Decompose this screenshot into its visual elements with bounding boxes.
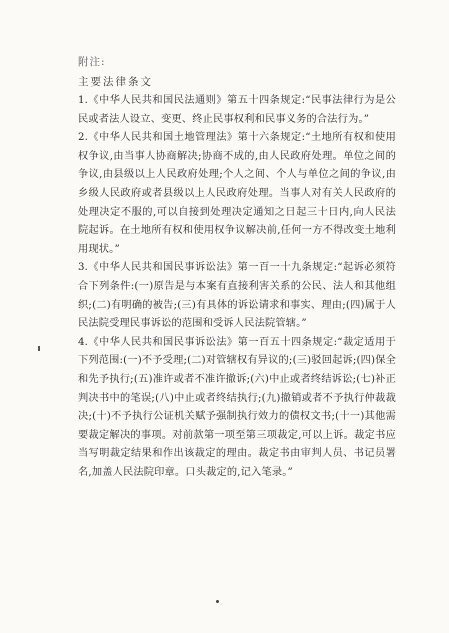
section-heading: 主要法律条文 [78, 76, 153, 88]
margin-mark [38, 346, 40, 351]
article-2: 2.《中华人民共和国土地管理法》第十六条规定:“土地所有权和使用权争议,由当事人协商解决;协商不成的,由人民政府处理。单位之间的争议,由县级以上人民政府处理;个人之间、个人与单位之间的争议,由乡级人民政府或者县级以上人民政府处理。当事人对有关人民政府的处理决定不服的,可以自接到处理决定通知之日起三十日内,向人民法院起诉。在土地所有权和使用权争议解决前,任何一方不得改变土地利用现状。” [78, 132, 396, 255]
article-1: 1.《中华人民共和国民法通则》第五十四条规定:“民事法律行为是公民或者法人设立、变更、终止民事权利和民事义务的合法行为。” [78, 95, 396, 125]
page-number-mark [216, 600, 219, 603]
note-label: 附注: [78, 56, 106, 68]
article-3: 3.《中华人民共和国民事诉讼法》第一百一十九条规定:“起诉必须符合下列条件:(一)原告是与本案有直接利害关系的公民、法人和其他组织;(二)有明确的被告;(三)有具体的诉讼请求和事实、理由;(四)属于人民法院受理民事诉讼的范围和受诉人民法院管辖。” [78, 262, 396, 330]
article-4: 4.《中华人民共和国民事诉讼法》第一百五十四条规定:“裁定适用于下列范围:(一)不予受理;(二)对管辖权有异议的;(三)驳回起诉;(四)保全和先予执行;(五)准许或者不准许撤诉;(六)中止或者终结诉讼;(七)补正判决书中的笔误;(八)中止或者终结执行;(九)撤销或者不予执行仲裁裁决;(十)不予执行公证机关赋予强制执行效力的债权文书;(十一)其他需要裁定解决的事项。对前款第一项至第三项裁定,可以上诉。裁定书应当写明裁定结果和作出该裁定的理由。裁定书由审判人员、书记员署名,加盖人民法院印章。口头裁定的,记入笔录。” [78, 336, 396, 478]
document-body [78, 52, 396, 482]
